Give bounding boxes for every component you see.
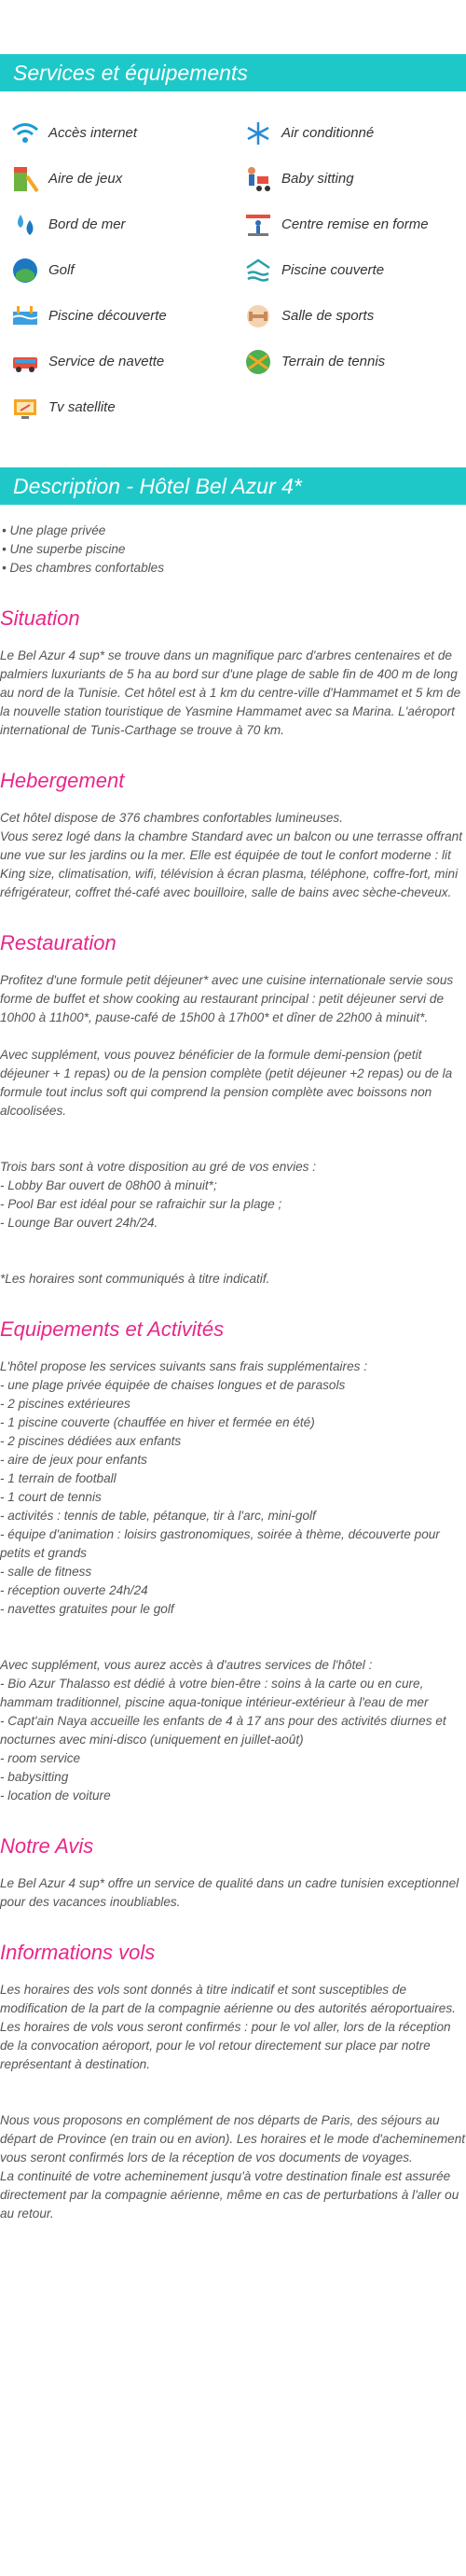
service-label: Bord de mer: [48, 216, 126, 232]
list-item: - Capt'ain Naya accueille les enfants de 4 à 17 ans pour des activités diurnes et nocturnes avec mini-disco (uniquement en juillet-août): [0, 1714, 446, 1747]
service-label: Golf: [48, 262, 75, 278]
vols-text-2b: La continuité de votre acheminement jusqu'à votre destination finale est assurée directement par la compagnie aérienne, même en cas de perturbations à l'aller ou au retour.: [0, 2169, 459, 2221]
list-item: - 1 court de tennis: [0, 1490, 102, 1504]
section-title-avis: Notre Avis: [0, 1834, 94, 1858]
list-item: - activités : tennis de table, pétanque, tir à l'arc, mini-golf: [0, 1509, 316, 1523]
list-item: - 1 terrain de football: [0, 1471, 116, 1485]
restauration-note: *Les horaires sont communiqués à titre indicatif.: [0, 1272, 270, 1286]
service-item: [233, 293, 466, 339]
vols-text-2a: Nous vous proposons en complément de nos départs de Paris, des séjours au départ de Province (en train ou en avion). Les horaires et le mode d'acheminement vous seront confirmés lors de la réception de vos documents de voyages.: [0, 2113, 466, 2165]
shuttle-icon: [9, 346, 41, 378]
list-item: - babysitting: [0, 1770, 69, 1784]
list-item: - équipe d'animation : loisirs gastronomiques, soirée à thème, découverte pour petits et grands: [0, 1527, 440, 1560]
water-drops-icon: [9, 209, 41, 241]
service-item: [0, 156, 233, 202]
outdoor-pool-icon: [9, 300, 41, 332]
list-item: - 2 piscines extérieures: [0, 1397, 130, 1411]
service-label: Aire de jeux: [48, 171, 123, 187]
service-label: Baby sitting: [281, 171, 354, 187]
description-content: [0, 522, 466, 2223]
service-label: Service de navette: [48, 354, 165, 369]
list-item: - salle de fitness: [0, 1565, 92, 1579]
restauration-text-1: Profitez d'une formule petit déjeuner* avec une cuisine internationale servie sous forme de buffet et show cooking au restaurant principal : petit déjeuner servi de 10h00 à 11h00*, pause-café de 15h00 à 17h00* et dîner de 22h00 à minuit*.: [0, 973, 454, 1024]
description-header: Description - Hôtel Bel Azur 4*: [0, 467, 466, 505]
section-title-vols: Informations vols: [0, 1941, 156, 1964]
section-title-restauration: Restauration: [0, 931, 116, 954]
service-label: Piscine découverte: [48, 308, 167, 324]
vols-text-1b: Les horaires de vols vous seront confirmés : pour le vol aller, lors de la réception de la convocation aéroport, pour le vol retour directement sur place par notre représentant à destination.: [0, 2020, 451, 2071]
service-item: [0, 339, 233, 384]
vols-text-1a: Les horaires des vols sont donnés à titre indicatif et sont susceptibles de modification de la part de la compagnie aérienne ou des autorités aéroportuaires.: [0, 1983, 456, 2015]
section-title-hebergement: Hebergement: [0, 769, 125, 792]
list-item: - Lounge Bar ouvert 24h/24.: [0, 1216, 158, 1230]
avis-text: Le Bel Azur 4 sup* offre un service de qualité dans un cadre tunisien exceptionnel pour des vacances inoubliables.: [0, 1876, 459, 1909]
list-item: - Bio Azur Thalasso est dédié à votre bien-être : soins à la carte ou en cure, hammam traditionnel, piscine aqua-tonique intérieur-extérieur à l'eau de mer: [0, 1677, 429, 1709]
hebergement-text-2: Vous serez logé dans la chambre Standard avec un balcon ou une terrasse offrant une vue sur les jardins ou la mer. Elle est équipée de tout le confort moderne : lit King size, climatisation, wifi, télévision à écran plasma, téléphone, coffre-fort, mini réfrigérateur, coffret thé-café avec bouilloire, salle de bains avec sèche-cheveux.: [0, 829, 462, 899]
service-label: Piscine couverte: [281, 262, 385, 278]
list-item: - Pool Bar est idéal pour se rafraichir sur la plage ;: [0, 1197, 282, 1211]
fitness-icon: [242, 209, 274, 241]
list-item: - une plage privée équipée de chaises longues et de parasols: [0, 1378, 346, 1392]
services-list: [0, 91, 466, 439]
list-item: - Lobby Bar ouvert de 08h00 à minuit*;: [0, 1178, 217, 1192]
snowflake-icon: [242, 118, 274, 149]
dumbbell-icon: [242, 300, 274, 332]
list-item: - 1 piscine couverte (chauffée en hiver et fermée en été): [0, 1415, 315, 1429]
list-item: - aire de jeux pour enfants: [0, 1453, 147, 1467]
service-item: [0, 202, 233, 247]
golf-icon: [9, 255, 41, 286]
list-item: - navettes gratuites pour le golf: [0, 1602, 174, 1616]
service-item: [233, 202, 466, 247]
tv-icon: [9, 392, 41, 424]
stroller-icon: [242, 163, 274, 195]
wifi-icon: [9, 118, 41, 149]
service-item: [233, 247, 466, 293]
service-item: [0, 384, 233, 430]
service-label: Air conditionné: [281, 125, 375, 141]
section-title-equipements: Equipements et Activités: [0, 1317, 225, 1341]
playground-icon: [9, 163, 41, 195]
situation-text: Le Bel Azur 4 sup* se trouve dans un magnifique parc d'arbres centenaires et de palmiers luxuriants de 5 ha au bord sur d'une plage de sable fin de 400 m de long au nord de la Tunisie. Cet hôtel est à 1 km du centre-ville d'Hammamet et 5 km de la nouvelle station touristique de Yasmine Hammamet avec sa Marina. L'aéroport international de Tunis-Carthage se trouve à 70 km.: [0, 648, 461, 737]
list-item: - réception ouverte 24h/24: [0, 1583, 148, 1597]
service-item: [233, 339, 466, 384]
list-item: • Une superbe piscine: [2, 542, 126, 556]
list-item: • Des chambres confortables: [2, 561, 165, 575]
service-item: [233, 156, 466, 202]
list-item: - 2 piscines dédiées aux enfants: [0, 1434, 182, 1448]
list-item: - room service: [0, 1751, 81, 1765]
section-title-situation: Situation: [0, 606, 80, 630]
services-header: Services et équipements: [0, 54, 466, 91]
service-label: Centre remise en forme: [281, 216, 429, 232]
equipements-paid-intro: Avec supplément, vous aurez accès à d'autres services de l'hôtel :: [0, 1658, 373, 1672]
tennis-icon: [242, 346, 274, 378]
service-label: Tv satellite: [48, 399, 116, 415]
highlights-list: [0, 522, 466, 578]
restauration-text-2: Avec supplément, vous pouvez bénéficier de la formule demi-pension (petit déjeuner + 1 repas) ou de la pension complète (petit déjeuner +2 repas) ou de la formule tout inclus soft qui comprend la pension complète avec boissons non alcoolisées.: [0, 1048, 453, 1118]
service-label: Accès internet: [48, 125, 138, 141]
service-label: Terrain de tennis: [281, 354, 386, 369]
equipements-intro: L'hôtel propose les services suivants sans frais supplémentaires :: [0, 1359, 367, 1373]
service-item: [0, 247, 233, 293]
service-item: [0, 293, 233, 339]
hebergement-text-1: Cet hôtel dispose de 376 chambres confortables lumineuses.: [0, 811, 344, 825]
list-item: - location de voiture: [0, 1789, 111, 1803]
service-item: [0, 110, 233, 156]
list-item: • Une plage privée: [2, 523, 106, 537]
service-label: Salle de sports: [281, 308, 375, 324]
service-item: [233, 110, 466, 156]
indoor-pool-icon: [242, 255, 274, 286]
bars-intro: Trois bars sont à votre disposition au gré de vos envies :: [0, 1160, 317, 1174]
